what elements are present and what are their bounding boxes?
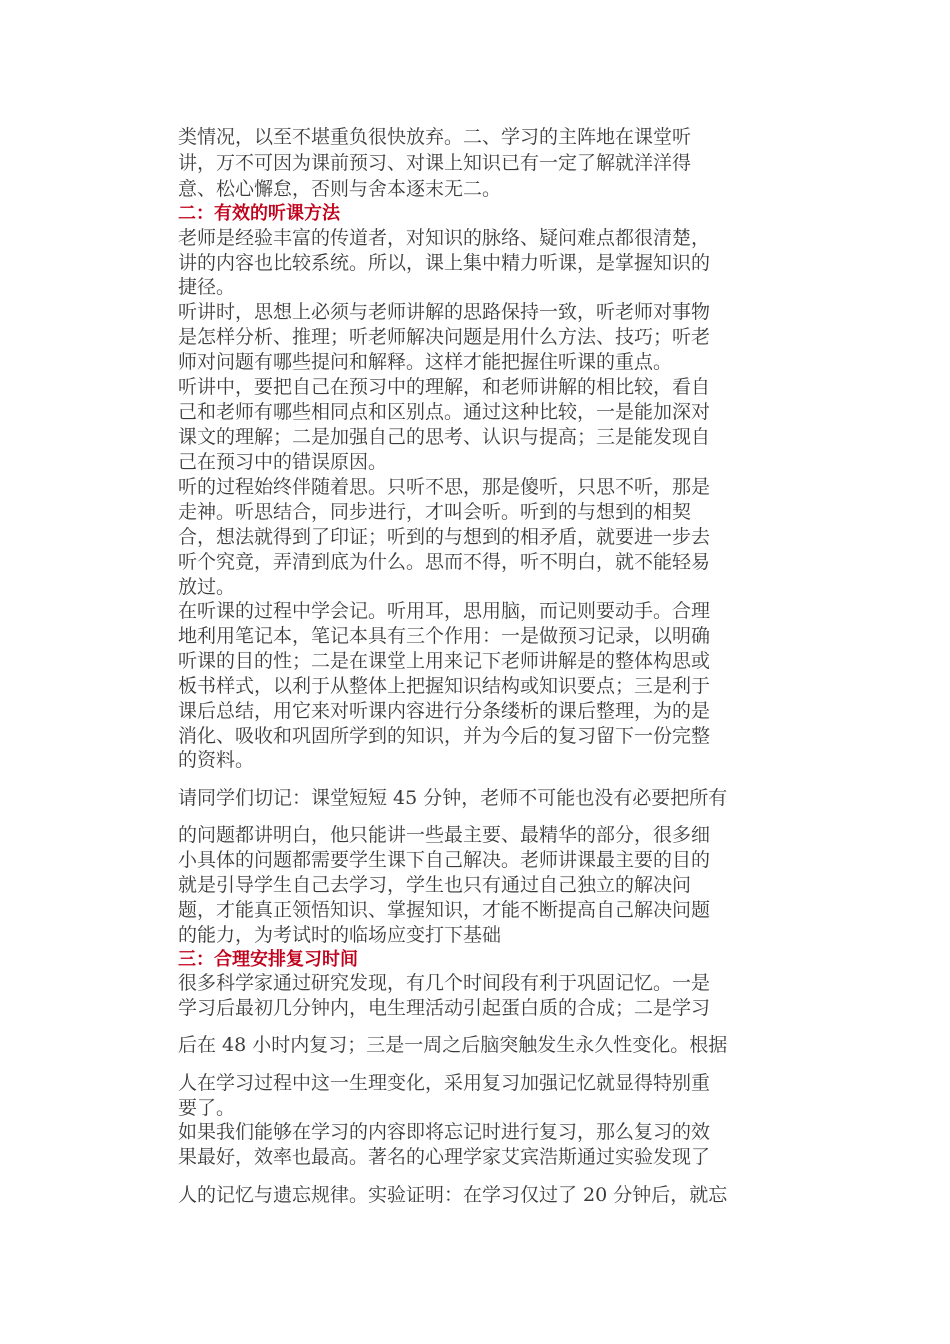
section-heading: 三：合理安排复习时间 <box>178 949 358 970</box>
text-line: 果最好，效率也最高。著名的心理学家艾宾浩斯通过实验发现了 <box>178 1146 711 1168</box>
text-line: 课文的理解；二是加强自己的思考、认识与提高；三是能发现自 <box>178 426 711 448</box>
text-line: 课后总结，用它来对听课内容进行分条缕析的课后整理，为的是 <box>178 700 711 722</box>
text-line: 听的过程始终伴随着思。只听不思，那是傻听，只思不听，那是 <box>178 476 711 498</box>
text-line: 是怎样分析、推理；听老师解决问题是用什么方法、技巧；听老 <box>178 326 711 348</box>
text-line: 意、松心懈怠，否则与舍本逐末无二。 <box>178 178 502 200</box>
text-line: 听讲时，思想上必须与老师讲解的思路保持一致，听老师对事物 <box>178 301 711 323</box>
text-line: 在听课的过程中学会记。听用耳，思用脑，而记则要动手。合理 <box>178 600 711 622</box>
text-line: 放过。 <box>178 576 236 598</box>
text-line: 很多科学家通过研究发现，有几个时间段有利于巩固记忆。一是 <box>178 972 711 994</box>
text-line: 己和老师有哪些相同点和区别点。通过这种比较，一是能加深对 <box>178 401 711 423</box>
text-line: 走神。听思结合，同步进行，才叫会听。听到的与想到的相契 <box>178 501 692 523</box>
text-line: 板书样式，以利于从整体上把握知识结构或知识要点；三是利于 <box>178 675 711 697</box>
text-line: 的问题都讲明白，他只能讲一些最主要、最精华的部分，很多细 <box>178 824 711 846</box>
text-line: 小具体的问题都需要学生课下自己解决。老师讲课最主要的目的 <box>178 849 711 871</box>
text-line: 就是引导学生自己去学习，学生也只有通过自己独立的解决问 <box>178 874 692 896</box>
text-line: 听课的目的性；二是在课堂上用来记下老师讲解是的整体构思或 <box>178 650 711 672</box>
text-line: 类情况，以至不堪重负很快放弃。二、学习的主阵地在课堂听 <box>178 126 692 148</box>
text-line: 老师是经验丰富的传道者，对知识的脉络、疑问难点都很清楚， <box>178 227 711 249</box>
text-line: 合，想法就得到了印证；听到的与想到的相矛盾，就要进一步去 <box>178 526 711 548</box>
text-line: 如果我们能够在学习的内容即将忘记时进行复习，那么复习的效 <box>178 1121 711 1143</box>
text-line: 听个究竟，弄清到底为什么。思而不得，听不明白，就不能轻易 <box>178 551 711 573</box>
text-line: 讲，万不可因为课前预习、对课上知识已有一定了解就洋洋得 <box>178 152 692 174</box>
text-line: 后在 48 小时内复习；三是一周之后脑突触发生永久性变化。根据 <box>178 1034 728 1056</box>
text-line: 听讲中，要把自己在预习中的理解，和老师讲解的相比较，看自 <box>178 376 711 398</box>
text-line: 人的记忆与遗忘规律。实验证明：在学习仅过了 20 分钟后，就忘 <box>178 1184 728 1206</box>
text-line: 题，才能真正领悟知识、掌握知识，才能不断提高自己解决问题 <box>178 899 711 921</box>
text-line: 学习后最初几分钟内，电生理活动引起蛋白质的合成；二是学习 <box>178 997 711 1019</box>
text-line: 师对问题有哪些提问和解释。这样才能把握住听课的重点。 <box>178 351 673 373</box>
text-line: 讲的内容也比较系统。所以，课上集中精力听课，是掌握知识的 <box>178 252 711 274</box>
text-line: 请同学们切记：课堂短短 45 分钟，老师不可能也没有必要把所有 <box>178 787 728 809</box>
text-line: 己在预习中的错误原因。 <box>178 451 388 473</box>
text-line: 捷径。 <box>178 276 236 298</box>
text-line: 的资料。 <box>178 749 255 771</box>
section-heading: 二：有效的听课方法 <box>178 203 340 224</box>
text-line: 要了。 <box>178 1097 236 1119</box>
text-line: 消化、吸收和巩固所学到的知识，并为今后的复习留下一份完整 <box>178 725 711 747</box>
text-line: 的能力，为考试时的临场应变打下基础 <box>178 924 502 946</box>
text-line: 地利用笔记本，笔记本具有三个作用：一是做预习记录，以明确 <box>178 625 711 647</box>
text-line: 人在学习过程中这一生理变化，采用复习加强记忆就显得特别重 <box>178 1072 711 1094</box>
